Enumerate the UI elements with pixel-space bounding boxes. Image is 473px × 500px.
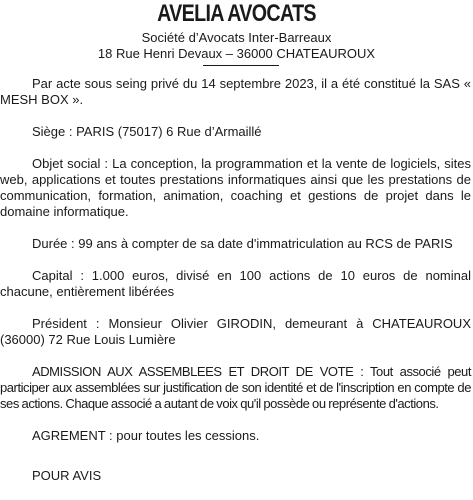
objet-social-paragraph: Objet social : La conception, la programmation et la vente de logiciels, sites web, applications et toutes prestations informatiques ainsi que les prestations de communication, formation, animation, coaching et gestions de projet dans le domaine informatique. (0, 156, 471, 219)
firm-address: 18 Rue Henri Devaux – 36000 CHATEAUROUX (97, 46, 376, 61)
agrement-paragraph: AGREMENT : pour toutes les cessions. (32, 428, 260, 443)
firm-subtitle: Société d’Avocats Inter-Barreaux (141, 30, 332, 45)
capital-paragraph: Capital : 1.000 euros, divisé en 100 actions de 10 euros de nominal chacune, entièrement libérées (0, 268, 471, 299)
constitution-paragraph: Par acte sous seing privé du 14 septembre 2023, il a été constitué la SAS « MESH BOX ». (0, 76, 471, 107)
siege-paragraph: Siège : PARIS (75017) 6 Rue d’Armaillé (32, 124, 262, 139)
admission-paragraph: ADMISSION AUX ASSEMBLEES ET DROIT DE VOTE : Tout associé peut participer aux assemblées sur justification de son identité et de l'inscription en compte de ses actions. Chaque associé a autant de voix qu'il possède ou représente d'actions. (0, 364, 471, 411)
president-paragraph: Président : Monsieur Olivier GIRODIN, demeurant à CHATEAUROUX (36000) 72 Rue Louis Lumière (0, 316, 471, 347)
notice-body (0, 76, 471, 500)
duree-paragraph: Durée : 99 ans à compter de sa date d'immatriculation au RCS de PARIS (32, 236, 453, 251)
closing-line: POUR AVIS (32, 468, 102, 483)
header-divider (203, 65, 279, 66)
firm-name: AVELIA AVOCATS (157, 0, 316, 27)
